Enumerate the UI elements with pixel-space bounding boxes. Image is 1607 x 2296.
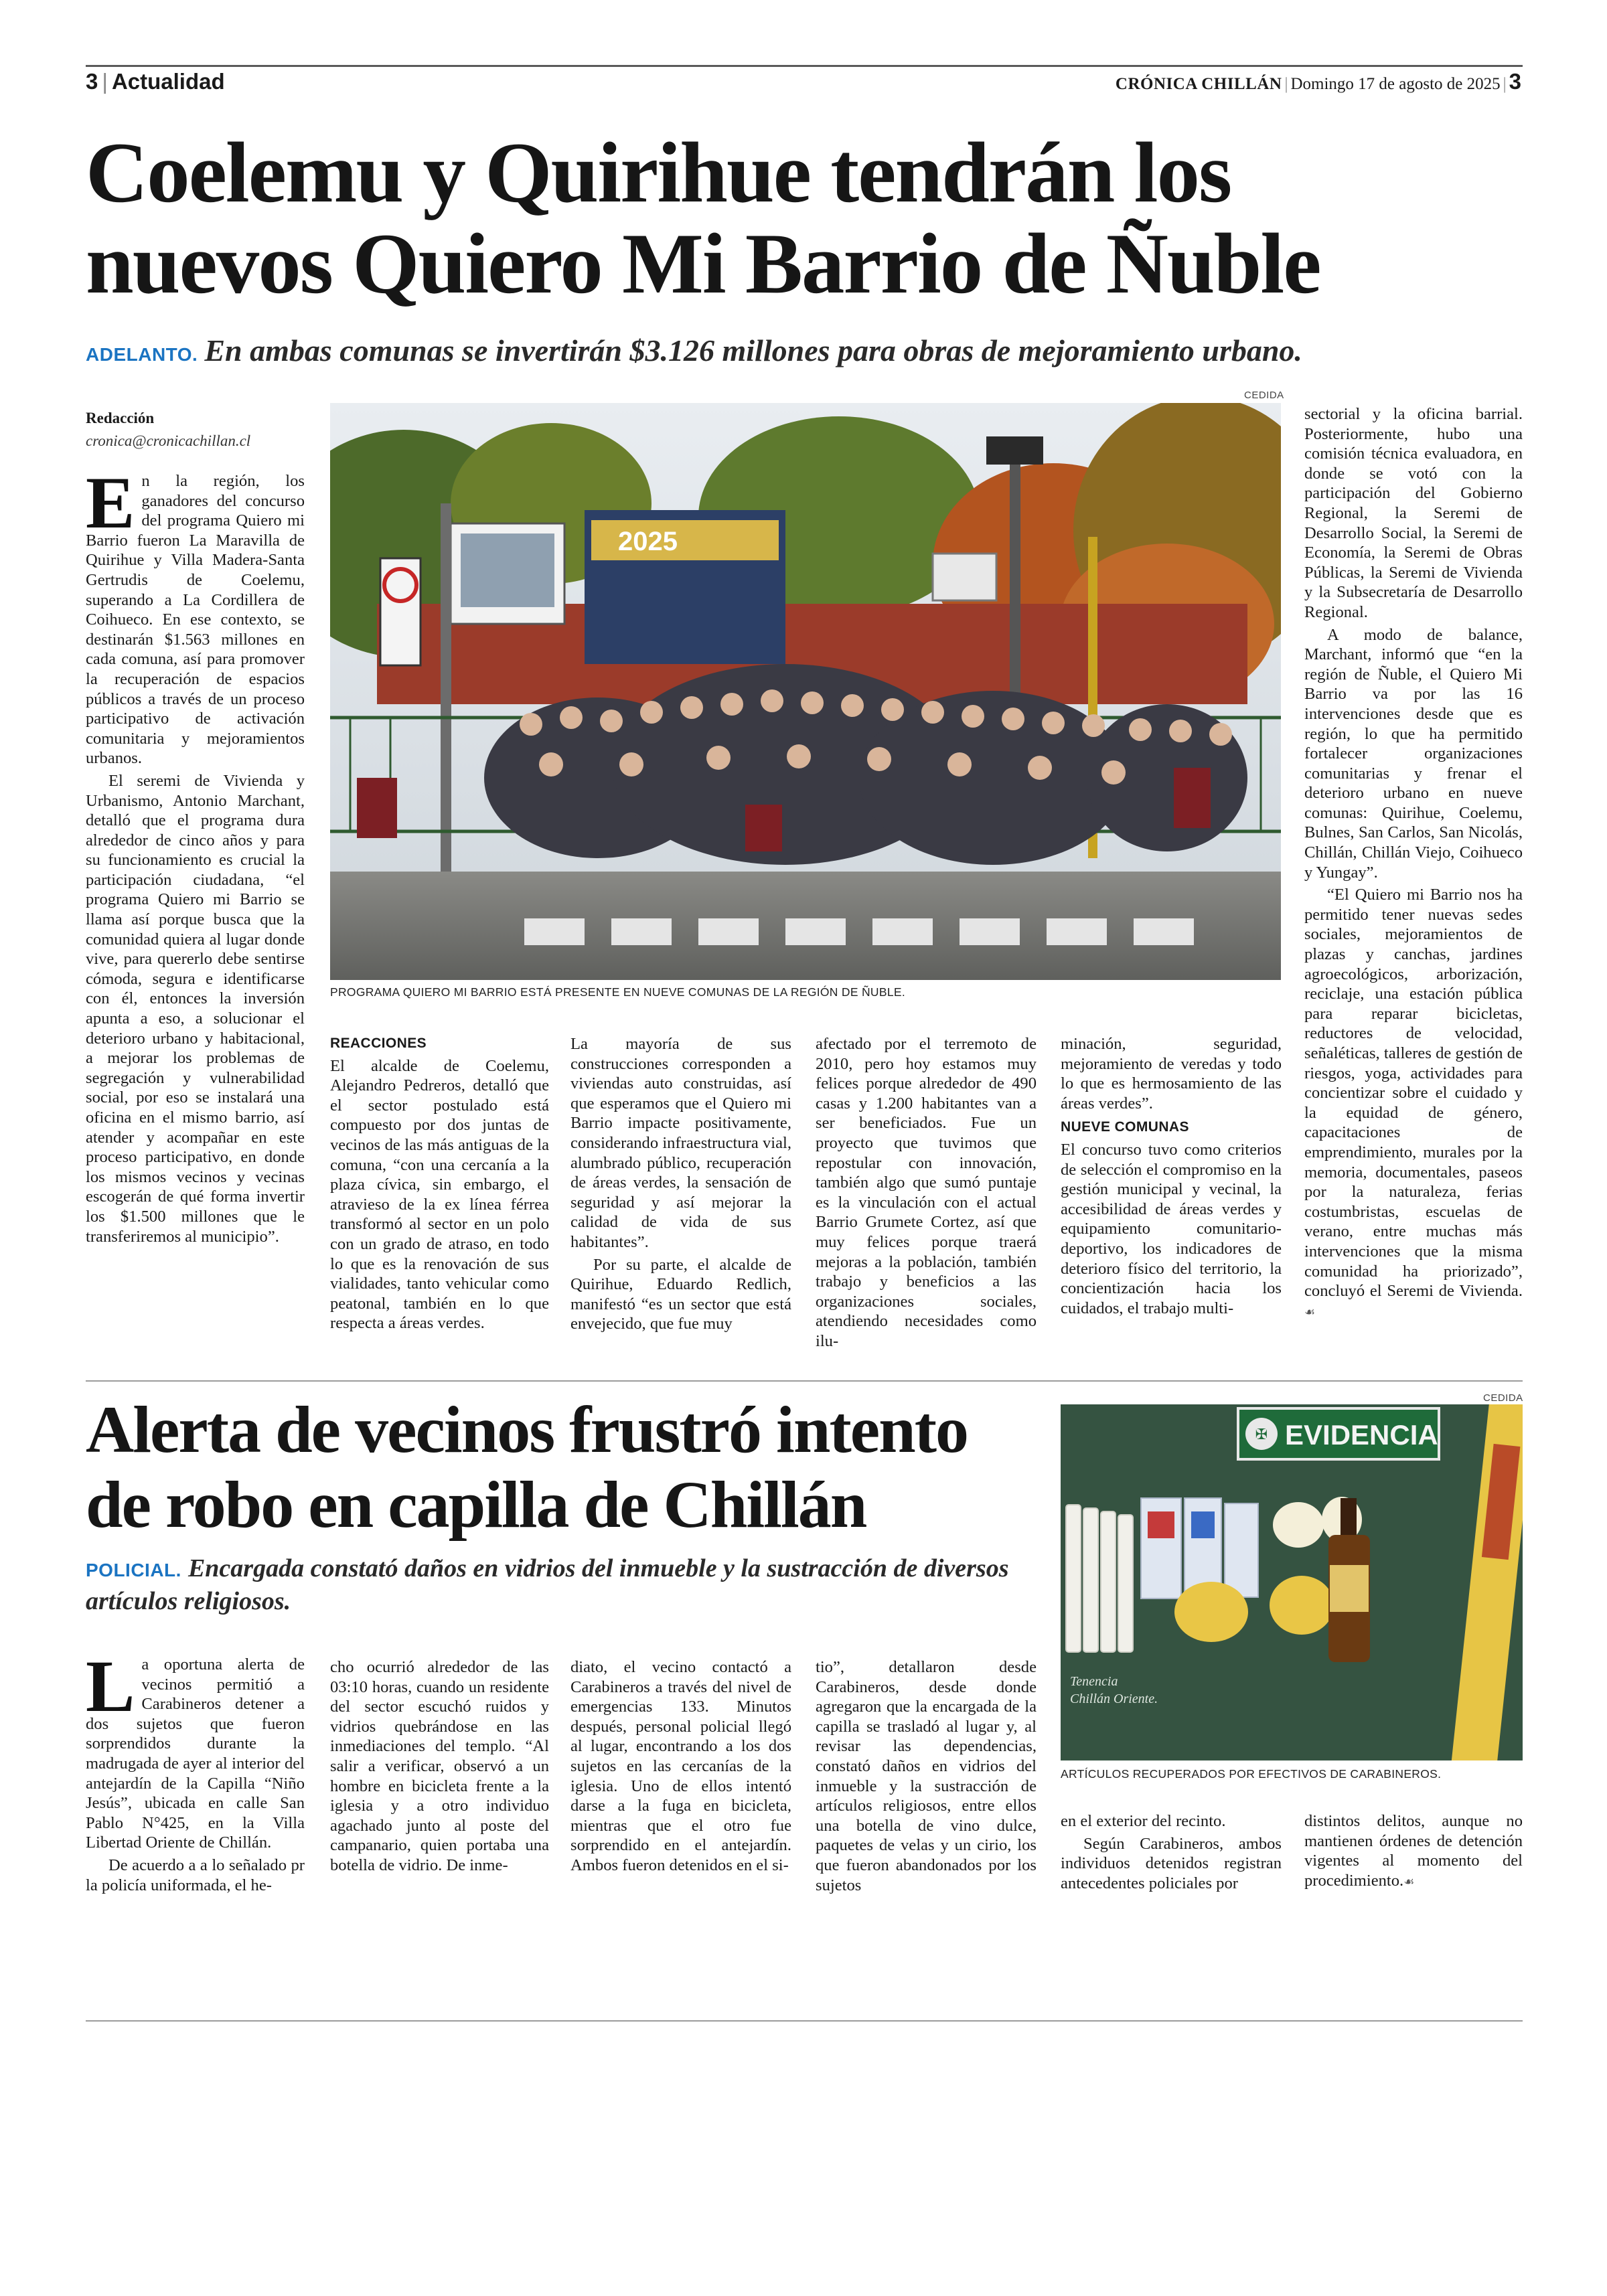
article2-end-mark: ☙ [1403,1874,1415,1889]
article1-col4-p1: afectado por el terremoto de 2010, pero hoy estamos muy felices porque alrededor de 490 casas y 1.200 habitantes van a ser beneficiados. Fue un proyecto que tuvimos que repostular con innovación, también algo que sumó puntaje es la vinculación con el actual Barrio Grumete Cortez, así que muy felices porque traerá mejoras a la población, también trabajo y beneficios a las organizaciones sociales, atendiendo necesidades como ilu- [816,1035,1037,1350]
byline-name: Redacción [86,410,155,426]
header-rule [86,65,1523,67]
article2-col6-p1: distintos delitos, aunque no mantienen órdenes de detención vigentes al momento del procedimiento. [1304,1812,1523,1890]
article1-col2-p1: El alcalde de Coelemu, Alejandro Pedreros, detalló que el sector postulado está compuesto por dos juntas de vecinos de las más antiguas de la comuna, “con una cercanía a la plaza cívica, sin embargo, el atravieso de la ex línea férrea transformó al sector en un polo con un grado de atraso, en todo lo que es la renovación de sus vialidades, tanto vehicular como peatonal, también en lo que respecta a áreas verdes. [330,1056,549,1333]
evidence-sign-text: EVIDENCIA [1285,1419,1438,1451]
article1-col3-p2: Por su parte, el alcalde de Quirihue, Eduardo Redlich, manifestó “es un sector que está envejecido, que fue muy [570,1255,791,1333]
photo1-caption: PROGRAMA QUIERO MI BARRIO ESTÁ PRESENTE EN NUEVE COMUNAS DE LA REGIÓN DE ÑUBLE. [330,985,905,999]
article2-dropcap: L [86,1645,135,1727]
section-name: Actualidad [111,69,225,94]
article1-column-2 [330,1030,549,1336]
section-header: 3 | Actualidad [86,69,225,94]
group-photo [330,403,1281,980]
article2-col4-p1: tio”, detallaron desde Carabineros, desde donde agregaron que la encargada de la capilla se trasladó al lugar y, al revisar las dependencias, constató daños en vidrios del inmueble y la sustracción de artículos religiosos, entre ellos una botella de vino dulce, paquetes de velas y un cirio, los que fueron abandonados por los sujetos [816,1658,1037,1894]
article1-headline-line2: nuevos Quiero Mi Barrio de Ñuble [86,216,1320,311]
byline [86,407,313,453]
article2-col2-p1: cho ocurrió alrededor de las 03:10 horas, cuando un residente del sector escuchó ruidos y vidrios quebrándose en las inmediaciones del templo. “Al salir a verificar, observó a un hombre en bicicleta frente a la iglesia y a otro individuo agachado junto al poste del campanario, quien portaba una botella de vidrio. De inme- [330,1658,549,1874]
article2-column-4 [816,1657,1037,1898]
photo1-credit: CEDIDA [1244,390,1284,401]
article1-col6-p3: “El Quiero mi Barrio nos ha permitido tener nuevas sedes sociales, mejoramientos de plazas y canchas, jardines agroecológicos, arborización, reciclaje, una estación pública para reparar bicicletas, reductores de velocidad, señaléticas, talleres de gestión de riesgos, yoga, actividades para concientizar sobre el cuidado y la equidad de género, capacitaciones de emprendimiento, murales por la memoria, documentales, paseos por la naturaleza, ferias costumbristas, escuelas de verano, entre muchas más intervenciones que la misma comunidad ha priorizado”, concluyó el Seremi de Vivienda. [1304,886,1523,1301]
article2-column-1 [86,1645,305,1898]
article1-headline [86,127,1523,309]
svg-text:✠: ✠ [1255,1426,1268,1443]
article2-deck [86,1553,1050,1617]
article1-kicker: ADELANTO. [86,344,198,365]
article1-col1-p1: n la región, los ganadores del concurso del programa Quiero mi Barrio fueron La Maravilla de Quirihue y Villa Madera-Santa Gertrudis de Coelemu, superando a La Cordillera de Coihueco. En ese contexto, se destinarán $1.563 millones en cada comuna, así para promover la recuperación de espacios públicos a través de un proceso participativo de activación comunitaria y mejoramientos urbanos. [86,472,305,768]
article1-col5-p2: El concurso tuvo como criterios de selección el compromiso en la gestión municipal y vecinal, la accesibilidad de áreas verdes y equipamiento comunitario-deportivo, los indicadores de deterioro físico del territorio, la concientización hacia los cuidados, el trabajo multi- [1061,1140,1282,1317]
group-photo-illustration [330,403,1281,980]
photo2-credit: CEDIDA [1483,1392,1523,1404]
article2-headline [86,1392,1050,1542]
article1-column-5 [1061,1034,1282,1321]
article1-end-mark: ☙ [1304,1305,1316,1319]
article2-column-6 [1304,1811,1523,1894]
article2-headline-line2: de robo en capilla de Chillán [86,1467,866,1542]
article1-deck [86,331,1302,375]
paper-name: CRÓNICA CHILLÁN [1115,75,1282,93]
page-bottom-rule [86,2020,1523,2022]
issue-date: Domingo 17 de agosto de 2025 [1290,75,1501,93]
article2-column-2 [330,1657,549,1878]
article2-headline-line1: Alerta de vecinos frustró intento [86,1392,968,1467]
banner-year-text: 2025 [618,527,678,556]
evidence-photo-illustration [1061,1404,1523,1760]
article1-column-3 [570,1034,791,1337]
article2-col5-p2: Según Carabineros, ambos individuos detenidos registran antecedentes policiales por [1061,1834,1282,1892]
evidence-photo [1061,1404,1523,1760]
paper-header: CRÓNICA CHILLÁN | Domingo 17 de agosto de 2025 | 3 [1115,69,1521,94]
article1-dropcap: E [86,462,135,544]
article2-deck-text: Encargada constató daños en vidrios del inmueble y la sustracción de diversos artículos religiosos. [86,1554,1009,1615]
article1-deck-text: En ambas comunas se invertirán $3.126 millones para obras de mejoramiento urbano. [204,333,1302,367]
subhead-reacciones: REACCIONES [330,1036,427,1051]
photo2-caption: ARTÍCULOS RECUPERADOS POR EFECTIVOS DE CARABINEROS. [1061,1767,1442,1781]
article1-column-4 [816,1034,1037,1354]
article2-column-5 [1061,1811,1282,1896]
byline-email: cronica@cronicachillan.cl [86,432,251,449]
article1-col6-p1: sectorial y la oficina barrial. Posteriormente, hubo una comisión técnica evaluadora, en donde se votó con la participación del Gobierno Regional, la Seremi de Desarrollo Social, la Seremi de Economía, la Seremi de Obras Públicas, la Seremi de Vivienda y la Subsecretaría de Desarrollo Regional. [1304,405,1523,621]
evidence-tag-line2: Chillán Oriente. [1070,1692,1158,1706]
article1-column-1 [86,462,305,1249]
article2-col1-p1: a oportuna alerta de vecinos permitió a Carabineros detener a dos sujetos que fueron sorprendidos durante la madrugada de ayer al interior del antejardín de la Capilla “Niño Jesús”, ubicada en calle San Pablo N°425, en la Villa Libertad Oriente de Chillán. [86,1655,305,1852]
article2-col3-p1: diato, el vecino contactó a Carabineros a través del nivel de emergencias 133. Minutos después, personal policial llegó al lugar, encontrando a los dos sujetos en las cercanías de la iglesia. Uno de ellos intentó darse a la fuga en bicicleta, mientras que el otro fue sorprendido en el antejardín. Ambos fueron detenidos en el si- [570,1658,791,1874]
subhead-nueve-comunas: NUEVE COMUNAS [1061,1119,1189,1135]
article2-column-3 [570,1657,791,1878]
article1-col6-p2: A modo de balance, Marchant, informó que “en la región de Ñuble, el Quiero Mi Barrio va por las 16 intervenciones desde que es región, lo que ha permitido fortalecer organizaciones comunitarias y frenar el deterioro urbano en nueve comunas: Quirihue, Coelemu, Bulnes, San Carlos, San Nicolás, Chillán, Chillán Viejo, Coihueco y Yungay”. [1304,625,1523,882]
article2-kicker: POLICIAL. [86,1560,181,1580]
article1-col1-p2: El seremi de Vivienda y Urbanismo, Antonio Marchant, detalló que el programa dura alrededor de cinco años y para su funcionamiento es crucial la participación ciudadana, “el programa Quiero mi Barrio se llama así porque busca que la comunidad quiera al lugar donde vive, para quererlo debe sentirse cómoda, segura e identificarse con él, entonces la inversión apunta a eso, a solucionar el deterioro urbano y habitacional, a mejorar los problemas de segregación y vulnerabilidad social, por eso se instalará una oficina en el mismo barrio, así atender y acompañar en este proceso participativo, en donde los mismos vecinos y vecinas escogerán de qué forma invertir los $1.500 millones que le transferiremos al municipio”. [86,771,305,1246]
evidence-tag-line1: Tenencia [1070,1674,1118,1689]
article1-column-6 [1304,404,1523,1325]
article1-col5-p1: minación, seguridad, mejoramiento de veredas y todo lo que es hermosamiento de las áreas verdes”. [1061,1035,1282,1113]
article2-col1-p2: De acuerdo a a lo señalado pr la policía uniformada, el he- [86,1856,305,1894]
article2-col5-p1: en el exterior del recinto. [1061,1812,1226,1830]
article1-headline-line1: Coelemu y Quirihue tendrán los [86,125,1231,220]
article-divider [86,1380,1523,1382]
article1-col3-p1: La mayoría de sus construcciones corresponden a viviendas auto construidas, así que esperamos que el Quiero mi Barrio impacte positivamente, considerando infraestructura vial, alumbrado público, recuperación de áreas verdes, la sensación de seguridad y así mejorar la calidad de vida de sus habitantes”. [570,1035,791,1251]
page-number-right: 3 [1509,69,1521,94]
page-number-left: 3 [86,69,98,94]
